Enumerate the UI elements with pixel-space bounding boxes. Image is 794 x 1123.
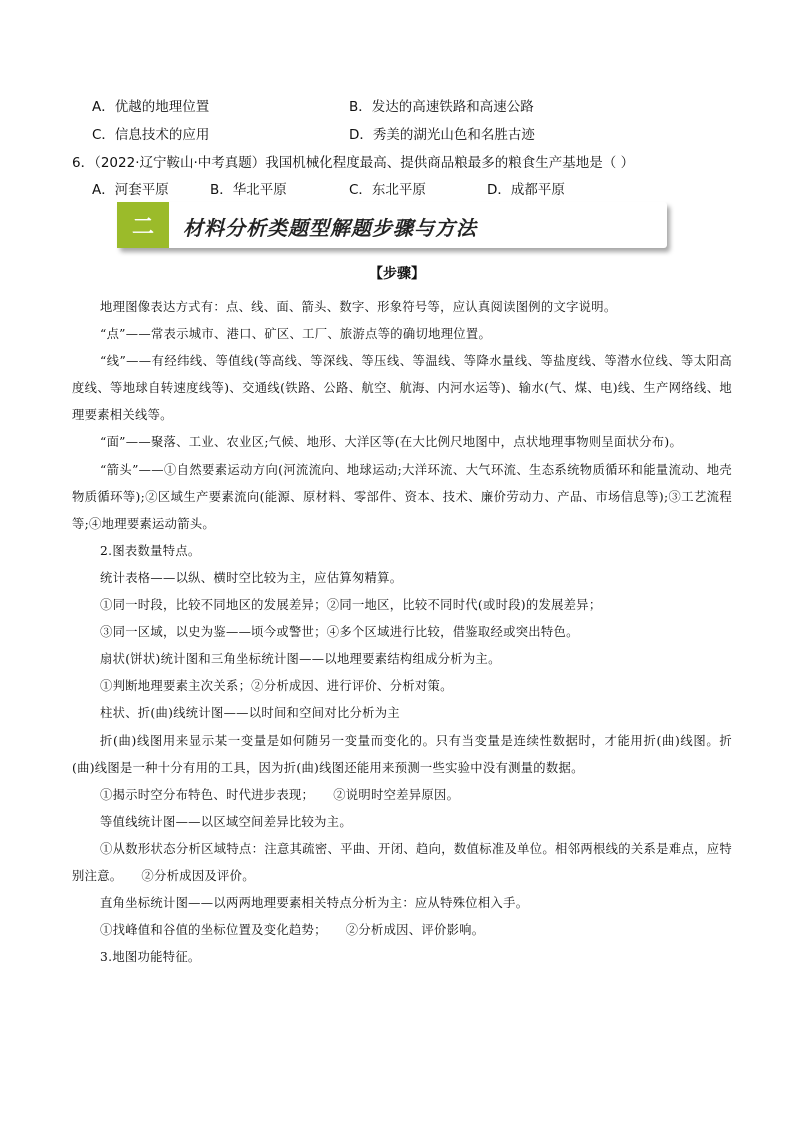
paragraph: ①判断地理要素主次关系；②分析成因、进行评价、分析对策。 (100, 679, 453, 694)
paragraph: ①从数形状态分析区域特点：注意其疏密、平曲、开闭、趋向，数值标准及单位。相邻两根线的关系是难点，应特别注意。 ②分析成因及评价。 (72, 841, 732, 883)
q6-option-d: D．成都平原 (487, 182, 565, 198)
paragraph: “线”——有经纬线、等值线(等高线、等深线、等压线、等温线、等降水量线、等盐度线、等潜水位线、等太阳高度线、等地球自转速度线等)、交通线(铁路、公路、航空、航海、内河水运等)、输水(气、煤、电)线、生产网络线、地理要素相关线等。 (72, 354, 732, 423)
paragraph: ①找峰值和谷值的坐标位置及变化趋势； ②分析成因、评价影响。 (100, 923, 485, 938)
section-number-badge: 二 (117, 202, 169, 248)
paragraph: ③同一区域，以史为鉴——顷今或警世；④多个区域进行比较，借鉴取经或突出特色。 (100, 625, 579, 640)
paragraph: “面”——聚落、工业、农业区;气候、地形、大洋区等(在大比例尺地图中，点状地理事物则呈面状分布)。 (100, 435, 683, 450)
q5-option-c: C．信息技术的应用 (92, 127, 210, 143)
paragraph: 直角坐标统计图——以两两地理要素相关特点分析为主：应从特殊位相入手。 (100, 896, 529, 911)
paragraph: 2.图表数量特点。 (100, 543, 201, 558)
paragraph: 折(曲)线图用来显示某一变量是如何随另一变量而变化的。只有当变量是连续性数据时，才能用折(曲)线图。折(曲)线图是一种十分有用的工具，因为折(曲)线图还能用来预测一些实验中没有测量的数据。 (72, 733, 732, 775)
q6-stem: 6．（2022·辽宁鞍山·中考真题）我国机械化程度最高、提供商品粮最多的粮食生产基地是（ ） (72, 155, 635, 171)
section-banner (117, 202, 667, 250)
paragraph: “箭头”——①自然要素运动方向(河流流向、地球运动;大洋环流、大气环流、生态系统物质循环和能量流动、地壳物质循环等);②区域生产要素流向(能源、原材料、零部件、资本、技术、廉价劳动力、产品、市场信息等);③工艺流程等;④地理要素运动箭头。 (72, 462, 732, 531)
paragraph: ①同一时段，比较不同地区的发展差异；②同一地区，比较不同时代(或时段)的发展差异； (100, 598, 602, 613)
paragraph: 3.地图功能特征。 (100, 950, 201, 965)
q6-option-c: C．东北平原 (349, 182, 426, 198)
q6-option-b: B．华北平原 (210, 182, 287, 198)
steps-body (72, 294, 732, 971)
paragraph: “点”——常表示城市、港口、矿区、工厂、旅游点等的确切地理位置。 (100, 327, 492, 342)
paragraph: 等值线统计图——以区域空间差异比较为主。 (100, 814, 352, 829)
q5-option-a: A．优越的地理位置 (92, 99, 210, 115)
paragraph: ①揭示时空分布特色、时代进步表现； ②说明时空差异原因。 (100, 787, 460, 802)
paragraph: 地理图像表达方式有：点、线、面、箭头、数字、形象符号等，应认真阅读图例的文字说明。 (100, 300, 617, 314)
paragraph: 统计表格——以纵、横时空比较为主，应估算匆精算。 (100, 570, 403, 585)
paragraph: 柱状、折(曲)线统计图——以时间和空间对比分析为主 (100, 706, 400, 721)
section-title: 材料分析类题型解题步骤与方法 (183, 216, 477, 240)
q5-option-b: B．发达的高速铁路和高速公路 (349, 99, 534, 115)
steps-heading: 【步骤】 (369, 266, 425, 282)
q6-option-a: A．河套平原 (92, 182, 169, 198)
q5-option-d: D．秀美的湖光山色和名胜古迹 (349, 127, 535, 143)
paragraph: 扇状(饼状)统计图和三角坐标统计图——以地理要素结构组成分析为主。 (100, 652, 501, 667)
